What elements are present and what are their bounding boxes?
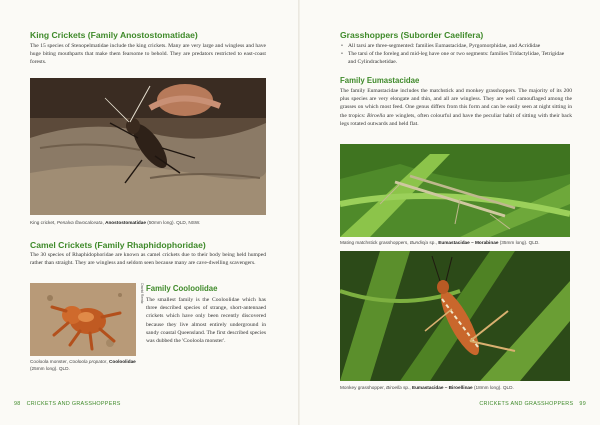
monkey-grasshopper-photo — [340, 251, 570, 381]
grasshoppers-heading: Grasshoppers (Suborder Caelifera) — [340, 30, 484, 40]
running-title-right: CRICKETS AND GRASSHOPPERS — [479, 401, 574, 407]
monkey-grasshopper-caption: Monkey grasshopper, Biroella sp., Eumastacidae – Biroellinae (18mm long). QLD. — [340, 385, 514, 390]
left-page-footer — [14, 401, 121, 407]
right-page — [300, 0, 600, 425]
eumastacidae-body: The family Eumastacidae includes the matchstick and monkey grasshoppers. The majority of its 200 plus species are very elongate and thin, and all are wingless. They are well camouflaged among the grasses on which most feed. One genus differs from this form and can be easily seen at night sitting in the tropics: Biroella are winglets, often colourful and have the peculiar habit of sitting with their back legs rotated outwards and held flat. — [340, 88, 572, 127]
matchstick-caption: Mating matchstick grasshoppers, Bundinja sp., Eumastacidae – Morabinae (35mm long). QLD. — [340, 240, 540, 245]
camel-crickets-body: The 30 species of Rhaphidophoridae are known as camel crickets due to their body being held humped rather than straight. They are wingless and seldom seen because many are cave-dwelling scavengers. — [30, 252, 266, 267]
camel-crickets-heading: Camel Crickets (Family Rhaphidophoridae) — [30, 240, 206, 250]
running-title-left: CRICKETS AND GRASSHOPPERS — [26, 401, 121, 407]
eumastacidae-heading: Family Eumastacidae — [340, 76, 420, 85]
king-cricket-caption: King cricket, Penalva flavocalceata, Anostostomatidae (50mm long). QLD, NSW. — [30, 220, 201, 225]
king-crickets-body: The 15 species of Stenopelmatidae include the king crickets. Many are very large and wingless and have huge biting mouthparts that make them fearsome to behold. They are predators restricted to east-coast forests. — [30, 43, 266, 66]
king-cricket-photo — [30, 78, 266, 215]
grasshopper-bullet-list — [340, 42, 572, 66]
bullet-item: • All tarsi are three-segmented: families Eumastacidae, Pyrgomorphidae, and Acrididae — [340, 42, 572, 50]
page-number-right: 99 — [579, 401, 586, 407]
photo-credit: David Rentz — [140, 283, 144, 304]
cooloola-caption: Cooloola monster, Cooloola propator, Cooloolidae (25mm long). QLD. — [30, 359, 136, 371]
bullet-item: • The tarsi of the foreleg and mid-leg have one or two segments: families Tridactylidae, Tetrigidae and Cylindrachetidae. — [340, 50, 572, 66]
cooloola-monster-photo — [30, 283, 136, 356]
page-number-left: 98 — [14, 401, 21, 407]
cooloolidae-heading: Family Cooloolidae — [146, 284, 218, 293]
right-page-footer — [479, 401, 586, 407]
cooloolidae-body: The smallest family is the Cooloolidae which has three described species of strange, short-antennaed crickets which have only been recently discovered because they live almost entirely underground in sandy coastal Queensland. The first described species was dubbed the 'Cooloola monster'. — [146, 297, 266, 345]
matchstick-grasshopper-photo — [340, 144, 570, 237]
king-crickets-heading: King Crickets (Family Anostostomatidae) — [30, 30, 198, 40]
